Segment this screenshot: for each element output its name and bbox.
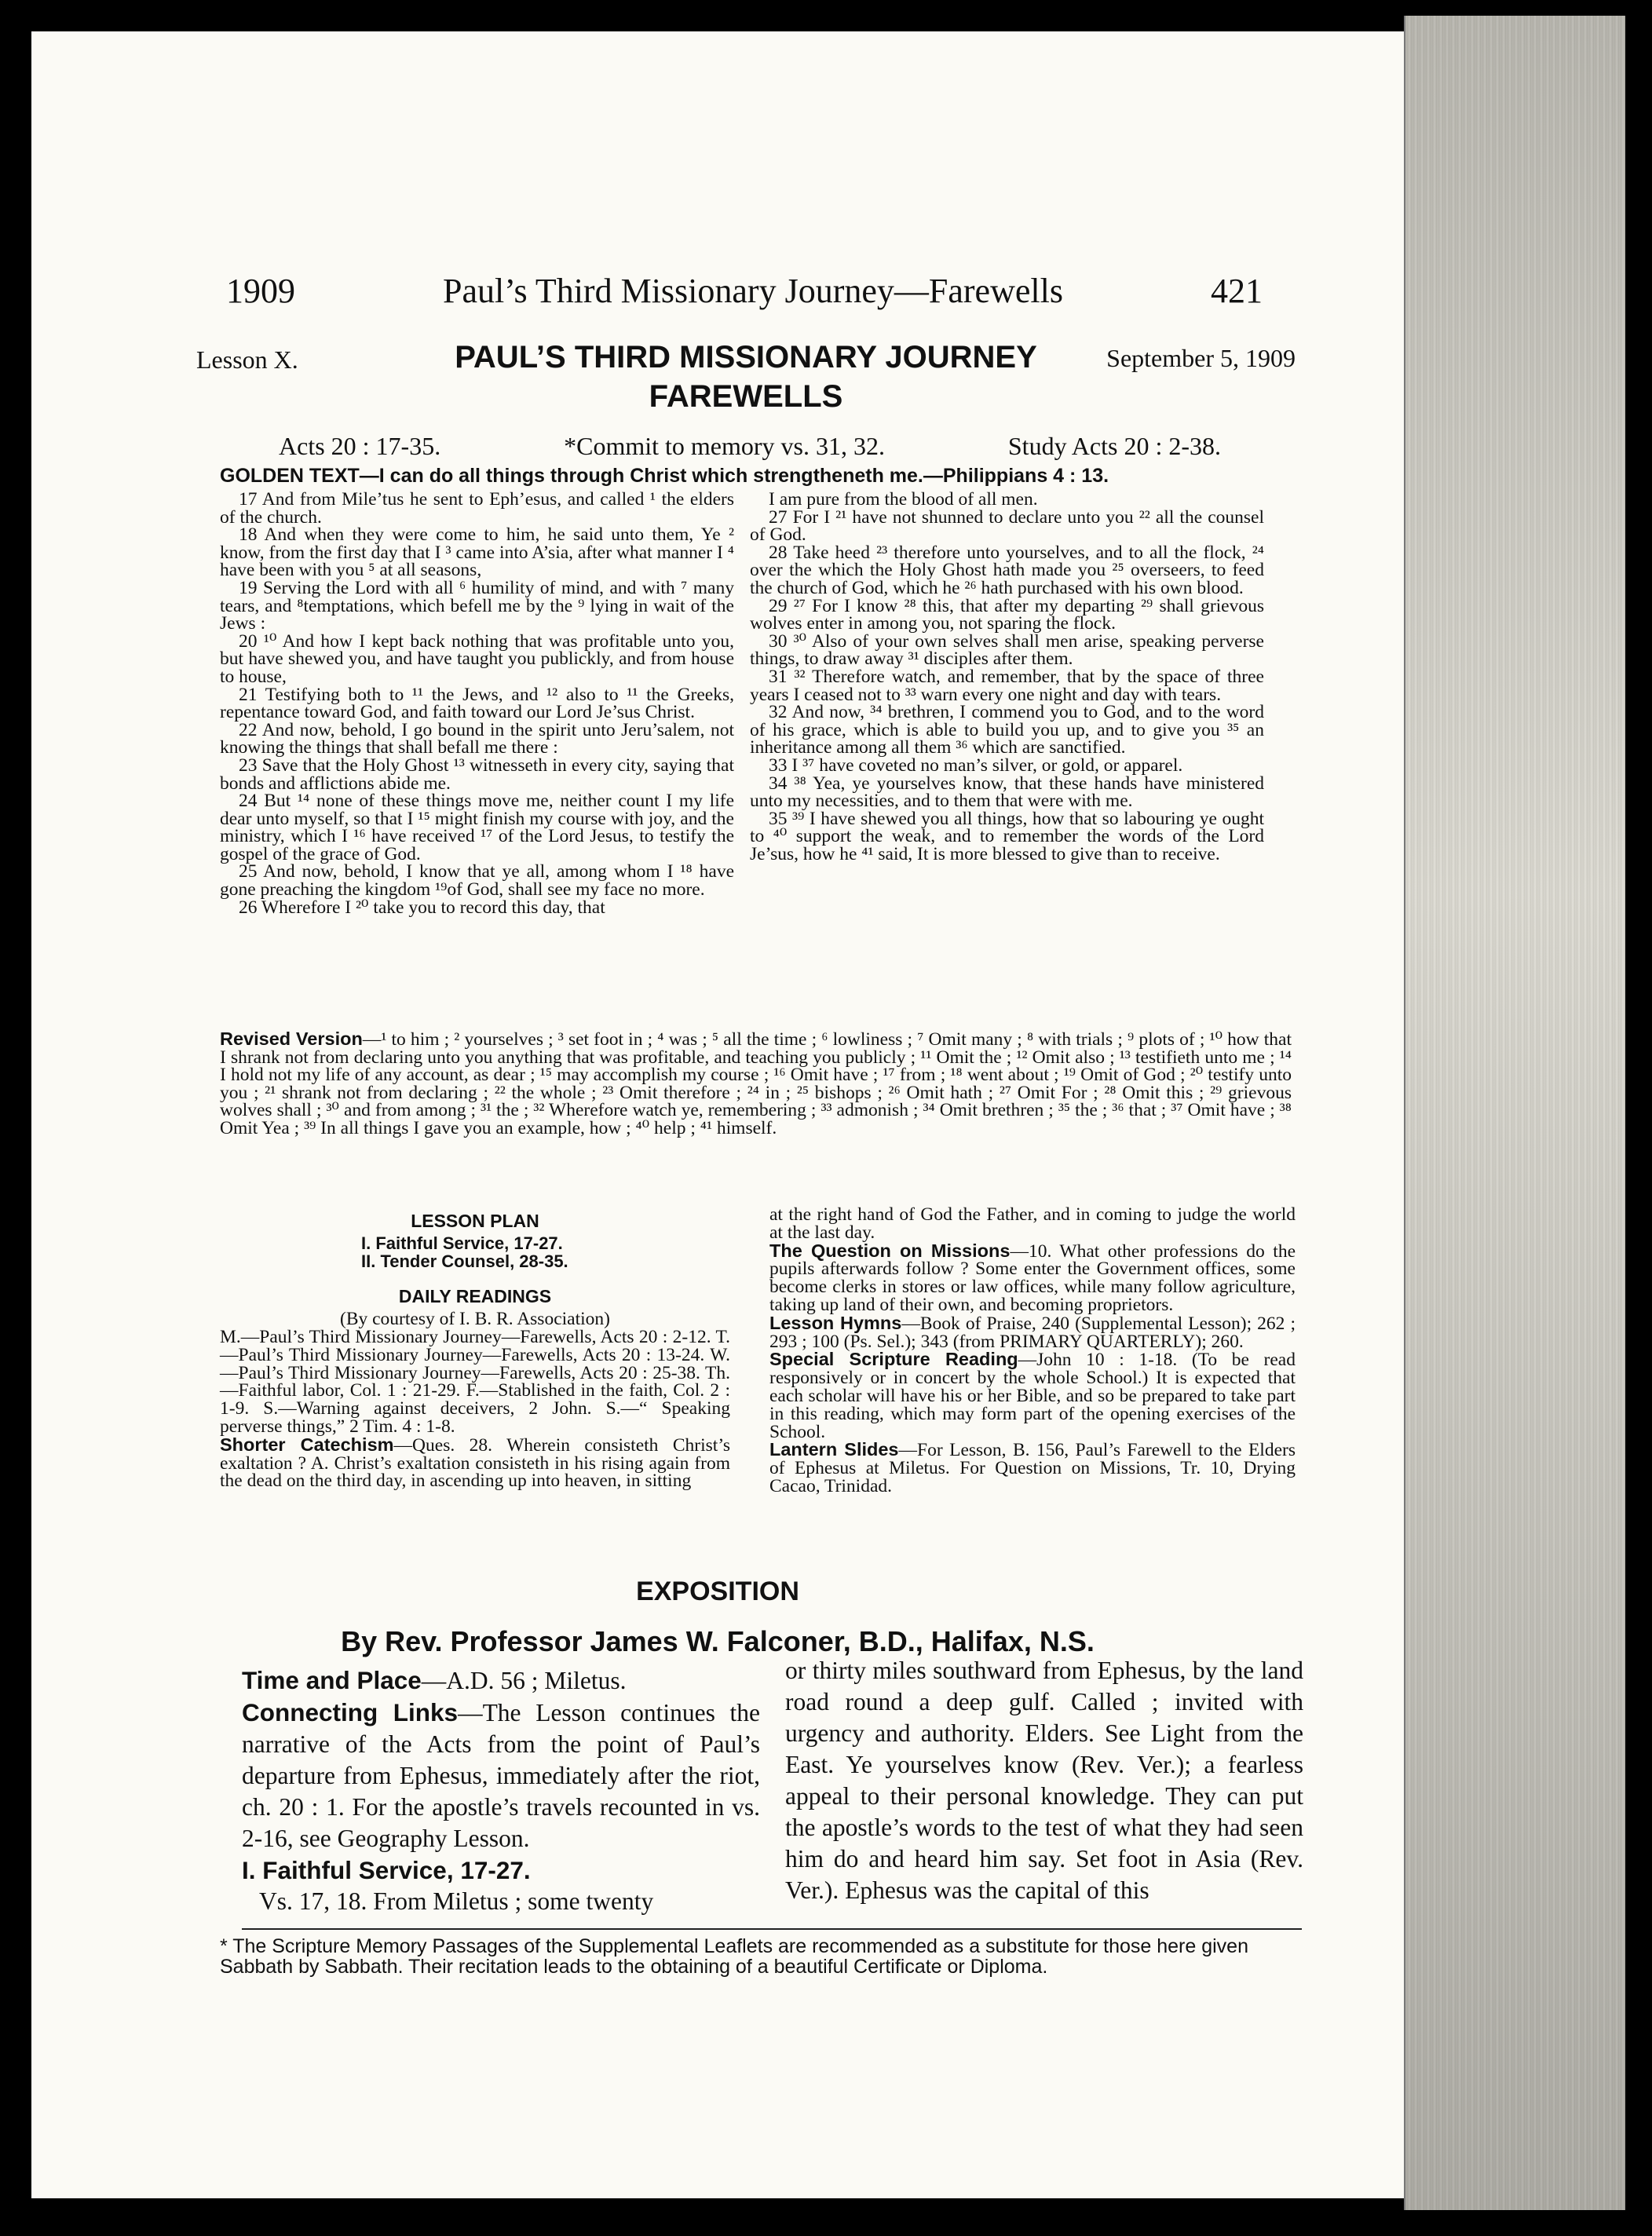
revised-version (220, 1030, 1292, 1138)
scripture-verse: 35 ³⁹ I have shewed you all things, how that so labouring ye ought to ⁴⁰ support the weak, and to remember the words of the Lord Je’sus, how he ⁴¹ said, It is more blessed to give than to receive. (750, 808, 1264, 864)
scripture-verse: 17 And from Mile’tus he sent to Eph’esus, and called ¹ the elders of the church. (220, 489, 734, 528)
scripture-verse: 25 And now, behold, I know that ye all, among whom I ¹⁸ have gone preaching the kingdom ¹⁹of God, shall see my face no more. (220, 861, 734, 901)
passage: Acts 20 : 17-35. (279, 432, 441, 460)
scripture-verse: 19 Serving the Lord with all ⁶ humility of mind, and with ⁷ many tears, and ⁸temptations, which befell me by the ⁹ lying in wait of the Jews : (220, 577, 734, 634)
footnote: * The Scripture Memory Passages of the Supplemental Leaflets are recommended as a substitute for those here given Sabbath by Sabbath. Their recitation leads to the obtaining of a beautiful Certificate or Diploma. (220, 1935, 1248, 1978)
catechism-continuation: at the right hand of God the Father, and in coming to judge the world at the last day. (769, 1204, 1296, 1243)
lesson-plan-heading: LESSON PLAN (411, 1211, 539, 1231)
section-heading: I. Faithful Service, 17-27. (242, 1856, 531, 1884)
scripture-reading-label: Special Scripture Reading (769, 1349, 1018, 1370)
scripture-verse: 20 ¹⁰ And how I kept back nothing that was profitable unto you, but have shewed you, and have taught you publickly, and from house to house, (220, 630, 734, 687)
scripture-left-column (220, 491, 734, 916)
connecting-links-text: —The Lesson continues the narrative of the Acts from the point of Paul’s departure from Ephesus, immediately after the riot, ch. 20 : 1. For the apostle’s travels recounted in vs. 2-16, see Geography Lesson. (242, 1699, 760, 1852)
memory-note: *Commit to memory vs. 31, 32. (564, 432, 885, 460)
study-note: Study Acts 20 : 2-38. (1007, 432, 1221, 460)
lesson-heading (196, 338, 1296, 424)
lower-right-column (769, 1206, 1296, 1496)
scripture-verse: 32 And now, ³⁴ brethren, I commend you to God, and to the word of his grace, which is able to build you up, and to give you ³⁵ an inheritance among all them ³⁶ which are sanctified. (750, 702, 1264, 758)
lesson-number: Lesson X. (196, 345, 298, 374)
scripture-verse: 33 I ³⁷ have coveted no man’s silver, or gold, or apparel. (769, 754, 1183, 776)
exposition-left-column (242, 1664, 760, 1917)
scripture-verse: 34 ³⁸ Yea, ye yourselves know, that these hands have ministered unto my necessities, and to them that were with me. (750, 773, 1264, 812)
scripture-verse: 26 Wherefore I ²⁰ take you to record this day, that (239, 897, 605, 918)
revised-version-label: Revised Version (220, 1028, 363, 1049)
lesson-plan-item: II. Tender Counsel, 28-35. (361, 1251, 568, 1271)
exposition-heading: EXPOSITION (636, 1577, 799, 1606)
time-place-text: —A.D. 56 ; Miletus. (421, 1667, 627, 1694)
time-place-label: Time and Place (242, 1666, 422, 1694)
connecting-links-label: Connecting Links (242, 1698, 459, 1726)
exposition-right-column (785, 1655, 1303, 1906)
catechism-label: Shorter Catechism (220, 1434, 394, 1455)
missions-text: —10. What other professions do the pupils afterwards follow ? Some enter the Government offices, some become clerks in stores or law offices, while many follow agriculture, taking up land of their own, and becoming proprietors. (769, 1240, 1296, 1315)
passage-row (279, 432, 1221, 461)
lesson-date: September 5, 1909 (1106, 344, 1296, 372)
daily-readings-text: M.—Paul’s Third Missionary Journey—Farewells, Acts 20 : 2-12. T.—Paul’s Third Missionary Journey—Farewells, Acts 20 : 13-24. W.—Paul’s Third Missionary Journey—Farewells, Acts 20 : 25-38. Th.—Faithful labor, Col. 1 : 21-29. F.—Stablished in the faith, Col. 2 : 1-9. S.—Warning against deceivers, 2 John. S.—“ Speaking perverse things,” 2 Tim. 4 : 1-8. (220, 1326, 730, 1437)
lantern-slides-label: Lantern Slides (769, 1439, 899, 1460)
revised-version-text: —¹ to him ; ² yourselves ; ³ set foot in ; ⁴ was ; ⁵ all the time ; ⁶ lowliness ; ⁷ Omit many ; ⁸ with trials ; ⁹ plots of ; ¹⁰ how that I shrank not from declaring unto you anything that was profitable, and teaching you publicly ; ¹¹ Omit the ; ¹² Omit also ; ¹³ testifieth unto me ; ¹⁴ I hold not my life of any account, as dear ; ¹⁵ may accomplish my course ; ¹⁶ Omit have ; ¹⁷ from ; ¹⁸ went about ; ¹⁹ Omit of God ; ²⁰ testify unto you ; ²¹ shrank not from declaring ; ²² the whole ; ²³ Omit therefore ; ²⁴ in ; ²⁵ bishops ; ²⁶ Omit hath ; ²⁷ Omit For ; ²⁸ Omit this ; ²⁹ grievous wolves shall ; ³⁰ and from among ; ³¹ the ; ³² Wherefore watch ye, remembering ; ³³ admonish ; ³⁴ Omit brethren ; ³⁵ the ; ³⁶ that ; ³⁷ Omit have ; ³⁸ Omit Yea ; ³⁹ In all things I gave you an example, how ; ⁴⁰ help ; ⁴¹ himself. (220, 1029, 1292, 1138)
page-edges (1404, 16, 1625, 2210)
scripture-reading-text: —John 10 : 1-18. (To be read responsively or in concert by the whole School.) It is expected that each scholar will have his or her Bible, and so be prepared to take part in this reading, which may form part of the opening exercises of the School. (769, 1350, 1296, 1442)
running-header (226, 271, 1263, 311)
catechism-text: —Ques. 28. Wherein consisteth Christ’s exaltation ? A. Christ’s exaltation consisteth in his rising again from the dead on the third day, in ascending up into heaven, in sitting (220, 1434, 731, 1492)
daily-readings-courtesy: (By courtesy of I. B. R. Association) (340, 1309, 610, 1330)
scripture-verse: 28 Take heed ²³ therefore unto yourselves, and to all the flock, ²⁴ over the which the Holy Ghost hath made you ²⁵ overseers, to feed the church of God, which he ²⁶ hath purchased with his own blood. (750, 542, 1264, 598)
running-title: Paul’s Third Missionary Journey—Farewells (443, 272, 1063, 310)
scripture-verse: 21 Testifying both to ¹¹ the Jews, and ¹² also to ¹¹ the Greeks, repentance toward God, and faith toward our Lord Je’sus Christ. (220, 684, 734, 723)
footnote-rule (242, 1928, 1302, 1930)
scripture-verse: 29 ²⁷ For I know ²⁸ this, that after my departing ²⁹ shall grievous wolves enter in among you, not sparing the flock. (750, 595, 1264, 634)
scripture-verse: 27 For I ²¹ have not shunned to declare unto you ²² all the counsel of God. (750, 506, 1264, 546)
lesson-title-line1: PAUL’S THIRD MISSIONARY JOURNEY (455, 340, 1037, 374)
missions-label: The Question on Missions (769, 1240, 1011, 1261)
verse-note: Vs. 17, 18. From Miletus ; some twenty (259, 1887, 654, 1915)
golden-text: GOLDEN TEXT—I can do all things through Christ which strengtheneth me.—Philippians 4 : 13. (220, 465, 1109, 487)
scripture-verse: 18 And when they were come to him, he said unto them, Ye ² know, from the first day that I ³ came into A’sia, after what manner I ⁴ have been with you ⁵ at all seasons, (220, 524, 734, 581)
lower-left-column (220, 1206, 730, 1490)
page-number: 421 (1211, 272, 1263, 310)
header-year: 1909 (226, 272, 295, 310)
scripture-verse: I am pure from the blood of all men. (769, 489, 1038, 510)
lesson-title-line2: FAREWELLS (649, 379, 843, 414)
scripture-verse: 30 ³⁰ Also of your own selves shall men arise, speaking perverse things, to draw away ³¹ disciples after them. (750, 630, 1264, 670)
hymns-text: —Book of Praise, 240 (Supplemental Lesson); 262 ; 293 ; 100 (Ps. Sel.); 343 (from PRIMARY QUARTERLY); 260. (769, 1313, 1296, 1352)
book-page (31, 31, 1404, 2198)
scripture-verse: 31 ³² Therefore watch, and remember, that by the space of three years I ceased not to ³³ warn every one night and day with tears. (750, 666, 1264, 705)
scripture-verse: 24 But ¹⁴ none of these things move me, neither count I my life dear unto myself, so that I ¹⁵ might finish my course with joy, and the ministry, which I ¹⁶ have received ¹⁷ of the Lord Jesus, to testify the gospel of the grace of God. (220, 791, 734, 864)
scripture-right-column (750, 491, 1264, 863)
daily-readings-heading: DAILY READINGS (398, 1286, 552, 1307)
lantern-slides-text: —For Lesson, B. 156, Paul’s Farewell to the Elders of Ephesus at Miletus. For Question on Missions, Tr. 10, Drying Cacao, Trinidad. (769, 1440, 1296, 1496)
exposition-author: By Rev. Professor James W. Falconer, B.D., Halifax, N.S. (341, 1625, 1095, 1657)
lesson-plan-item: I. Faithful Service, 17-27. (361, 1233, 563, 1253)
hymns-label: Lesson Hymns (769, 1312, 902, 1333)
scripture-verse: 23 Save that the Holy Ghost ¹³ witnesseth in every city, saying that bonds and afflictions abide me. (220, 754, 734, 794)
exposition-right-text: or thirty miles southward from Ephesus, by the land road round a deep gulf. Called ; invited with urgency and authority. Elders. See Light from the East. Ye yourselves know (Rev. Ver.); a fearless appeal to their personal knowledge. They can put the apostle’s words to the test of what they had seen him do and heard him say. Set foot in Asia (Rev. Ver.). Ephesus was the capital of this (785, 1657, 1303, 1904)
scripture-verse: 22 And now, behold, I go bound in the spirit unto Jeru’salem, not knowing the things that shall befall me there : (220, 719, 734, 758)
